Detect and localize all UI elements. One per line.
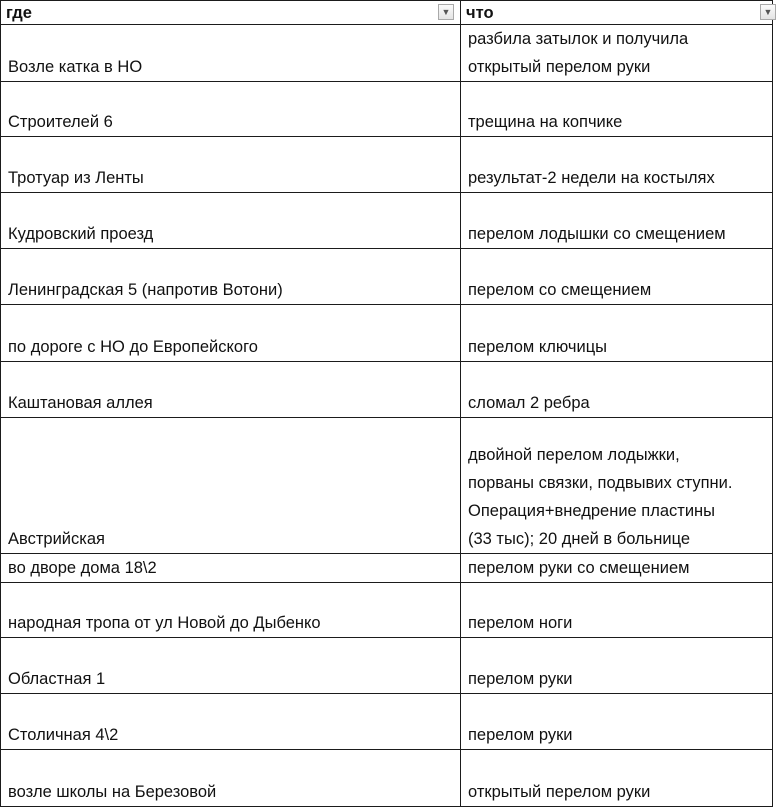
cell-text: Тротуар из Ленты <box>8 169 144 187</box>
table-row <box>1 638 773 694</box>
cell-what[interactable] <box>461 82 773 137</box>
table-row <box>1 554 773 583</box>
table-row <box>1 750 773 807</box>
table-row <box>1 305 773 362</box>
cell-what[interactable] <box>461 750 773 807</box>
cell-where[interactable] <box>1 305 461 362</box>
cell-where[interactable] <box>1 554 461 583</box>
cell-where[interactable] <box>1 362 461 418</box>
table-row <box>1 137 773 193</box>
header-cell-where[interactable] <box>1 1 461 25</box>
cell-text: открытый перелом руки <box>468 783 651 801</box>
cell-text: Ленинградская 5 (напротив Вотони) <box>8 281 283 299</box>
cell-text: Областная 1 <box>8 670 106 688</box>
cell-text: трещина на копчике <box>468 113 623 131</box>
cell-what[interactable] <box>461 25 773 82</box>
table-row <box>1 362 773 418</box>
cell-text: перелом со смещением <box>468 281 652 299</box>
dropdown-arrow-icon[interactable]: ▼ <box>760 4 776 20</box>
cell-what[interactable] <box>461 305 773 362</box>
cell-what[interactable] <box>461 554 773 583</box>
cell-text: перелом лодышки со смещением <box>468 225 726 243</box>
cell-where[interactable] <box>1 418 461 554</box>
cell-text: перелом ноги <box>468 614 573 632</box>
cell-text: сломал 2 ребра <box>468 394 590 412</box>
cell-where[interactable] <box>1 137 461 193</box>
cell-where[interactable] <box>1 583 461 638</box>
cell-text: по дороге с НО до Европейского <box>8 338 258 356</box>
cell-what[interactable] <box>461 583 773 638</box>
cell-where[interactable] <box>1 249 461 305</box>
cell-what[interactable] <box>461 249 773 305</box>
header-label-what: что <box>466 3 494 22</box>
table-row <box>1 25 773 82</box>
header-cell-what[interactable] <box>461 1 773 25</box>
cell-what[interactable] <box>461 694 773 750</box>
table-row <box>1 82 773 137</box>
cell-what[interactable] <box>461 193 773 249</box>
header-label-where: где <box>6 3 32 22</box>
cell-text: Столичная 4\2 <box>8 726 119 744</box>
cell-what[interactable] <box>461 638 773 694</box>
table-row <box>1 193 773 249</box>
cell-text: возле школы на Березовой <box>8 783 217 801</box>
table-row <box>1 583 773 638</box>
table-row <box>1 249 773 305</box>
cell-where[interactable] <box>1 638 461 694</box>
cell-text: двойной перелом лодыжки, порваны связки, подвывих ступни. Операция+внедрение пластины (33 тыс); 20 дней в больнице <box>468 446 733 548</box>
table-row <box>1 418 773 554</box>
cell-text: разбила затылок и получила открытый перелом руки <box>468 30 689 76</box>
cell-where[interactable] <box>1 82 461 137</box>
cell-text: перелом руки со смещением <box>468 559 690 577</box>
cell-text: Возле катка в НО <box>8 58 143 76</box>
cell-where[interactable] <box>1 694 461 750</box>
cell-text: Строителей 6 <box>8 113 113 131</box>
cell-where[interactable] <box>1 750 461 807</box>
dropdown-arrow-icon[interactable]: ▼ <box>438 4 454 20</box>
cell-what[interactable] <box>461 418 773 554</box>
cell-text: во дворе дома 18\2 <box>8 559 157 577</box>
cell-text: Австрийская <box>8 530 105 548</box>
table-row <box>1 694 773 750</box>
cell-what[interactable] <box>461 362 773 418</box>
cell-text: народная тропа от ул Новой до Дыбенко <box>8 614 321 632</box>
cell-what[interactable] <box>461 137 773 193</box>
cell-text: перелом руки <box>468 726 573 744</box>
header-row <box>1 1 773 25</box>
cell-where[interactable] <box>1 193 461 249</box>
cell-text: результат-2 недели на костылях <box>468 169 715 187</box>
cell-where[interactable] <box>1 25 461 82</box>
cell-text: Каштановая аллея <box>8 394 153 412</box>
cell-text: перелом ключицы <box>468 338 608 356</box>
cell-text: Кудровский проезд <box>8 225 154 243</box>
cell-text: перелом руки <box>468 670 573 688</box>
